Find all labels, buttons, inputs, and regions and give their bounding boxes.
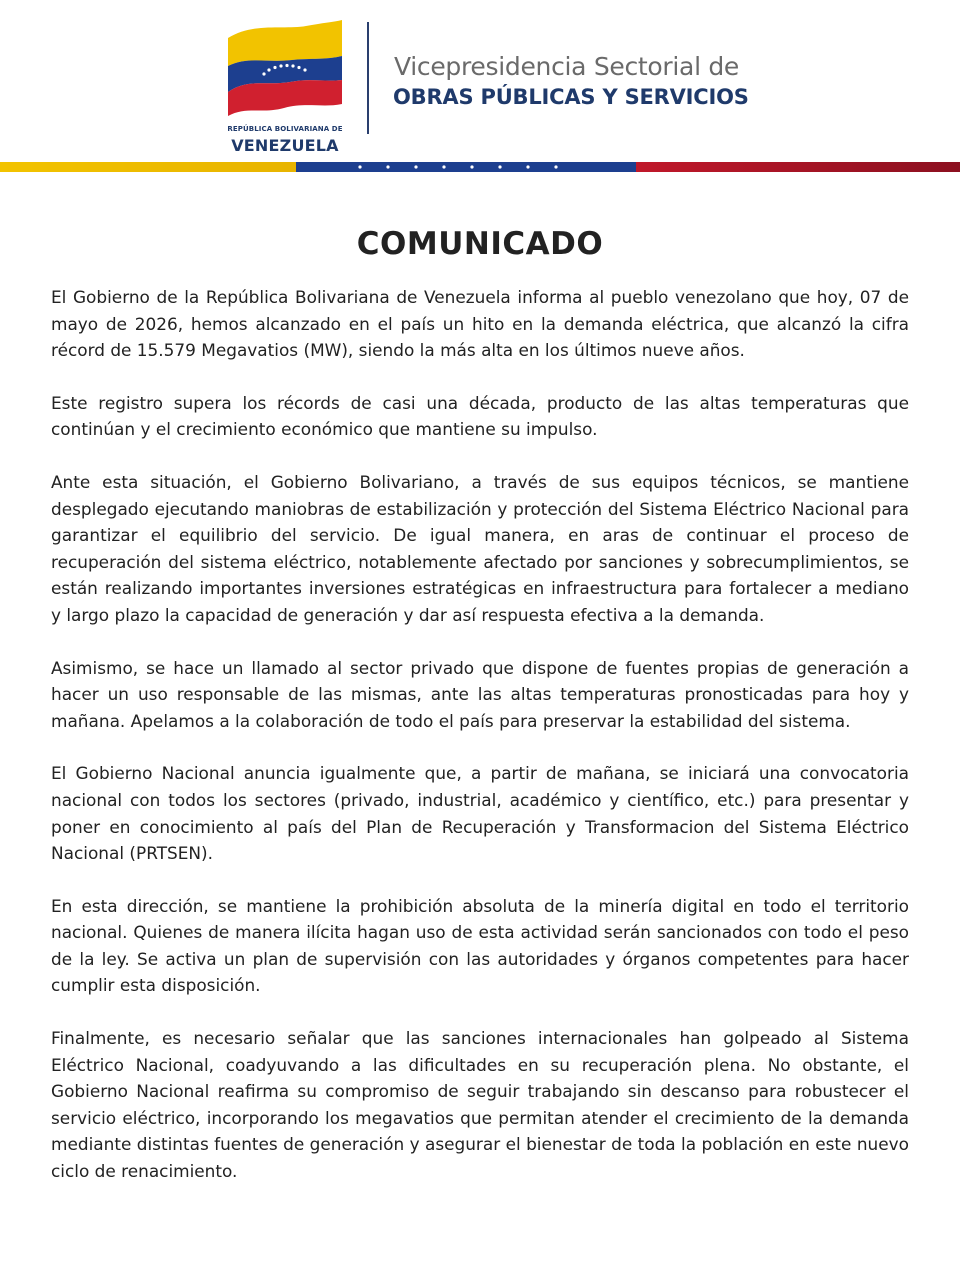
paragraph: En esta dirección, se mantiene la prohibición absoluta de la minería digital en todo el territorio nacional. Quienes de manera ilícita hagan uso de esta actividad serán sancionados con todo el peso de la ley. Se activa un plan de supervisión con las autoridades y órganos competentes para hacer cumplir esta disposición. — [51, 895, 909, 996]
document-title: COMUNICADO — [356, 226, 604, 262]
ministry-title-line1: Vicepresidencia Sectorial de — [394, 52, 740, 81]
venezuela-logo — [226, 20, 346, 155]
paragraph: El Gobierno de la República Bolivariana de Venezuela informa al pueblo venezolano que hoy, 07 de mayo de 2026, hemos alcanzado en el país un hito en la demanda eléctrica, que alcanzó la cifra récord de 15.579 Megavatios (MW), siendo la más alta en los últimos nueve años. — [51, 287, 909, 361]
flag-stripe — [0, 160, 960, 174]
document-body — [51, 284, 909, 1211]
header-divider — [367, 22, 369, 134]
letterhead — [0, 0, 960, 180]
paragraph: Asimismo, se hace un llamado al sector privado que dispone de fuentes propias de generación a hacer un uso responsable de las mismas, ante las altas temperaturas pronosticadas para hoy y mañana. Apelamos a la colaboración de todo el país para preservar la estabilidad del sistema. — [51, 657, 909, 731]
waving-flag-icon — [226, 20, 346, 120]
paragraph: Este registro supera los récords de casi una década, producto de las altas temperaturas que continúan y el crecimiento económico que mantiene su impulso. — [51, 392, 909, 440]
paragraph: Finalmente, es necesario señalar que las sanciones internacionales han golpeado al Sistema Eléctrico Nacional, coadyuvando a las dificultades en su recuperación plena. No obstante, el Gobierno Nacional reafirma su compromiso de seguir trabajando sin descanso para robustecer el servicio eléctrico, incorporando los megavatios que permitan atender el crecimiento de la demanda mediante distintas fuentes de generación y asegurar el bienestar de toda la población en este nuevo ciclo de renacimiento. — [51, 1028, 909, 1182]
country-name: VENEZUELA — [231, 136, 339, 155]
paragraph: Ante esta situación, el Gobierno Bolivariano, a través de sus equipos técnicos, se mantiene desplegado ejecutando maniobras de estabilización y protección del Sistema Eléctrico Nacional para garantizar el equilibrio del servicio. De igual manera, en aras de continuar el proceso de recuperación del sistema eléctrico, notablemente afectado por sanciones y sobrecumplimientos, se están realizando importantes inversiones estratégicas en infraestructura para fortalecer a mediano y largo plazo la capacidad de generación y dar así respuesta efectiva a la demanda. — [51, 471, 909, 625]
country-name-small: REPÚBLICA BOLIVARIANA DE — [227, 125, 343, 133]
ministry-title-line2: OBRAS PÚBLICAS Y SERVICIOS — [393, 85, 749, 109]
paragraph: El Gobierno Nacional anuncia igualmente que, a partir de mañana, se iniciará una convocatoria nacional con todos los sectores (privado, industrial, académico y científico, etc.) para presentar y poner en conocimiento al país del Plan de Recuperación y Transformacion del Sistema Eléctrico Nacional (PRTSEN). — [51, 763, 909, 864]
